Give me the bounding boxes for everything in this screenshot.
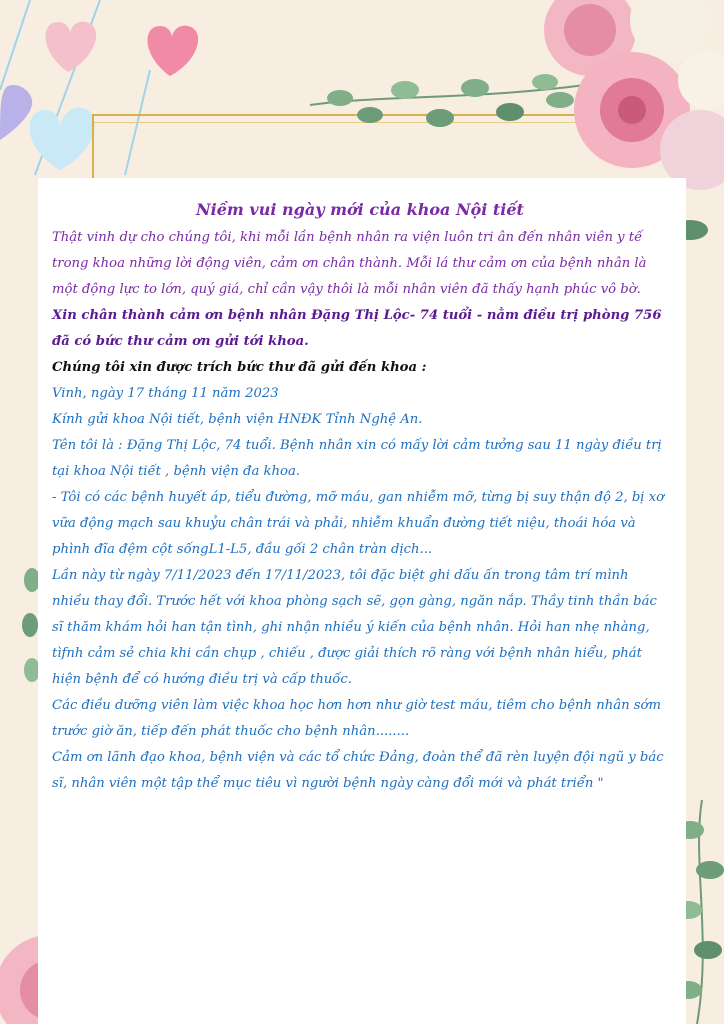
thanks-paragraph: Xin chân thành cảm ơn bệnh nhân Đặng Thị Lộc- 74 tuổi - nằm điều trị phòng 756 đã có bức thư cảm ơn gửi tới khoa. [52, 308, 662, 349]
page-title: Niềm vui ngày mới của khoa Nội tiết [196, 200, 524, 219]
intro-paragraph: Thật vinh dự cho chúng tôi, khi mỗi lần bệnh nhân ra viện luôn tri ân đến nhân viên y tế trong khoa những lời động viên, cảm ơn chân thành. Mỗi lá thư cảm ơn của bệnh nhân là một động lực to lớn, quý giá, chỉ cần vậy thôi là mỗi nhân viên đã thấy hạnh phúc vô bờ. [52, 230, 647, 297]
letter-paragraph-2: - Tôi có các bệnh huyết áp, tiểu đường, mỡ máu, gan nhiễm mỡ, từng bị suy thận độ 2, bị xơ vữa động mạch sau khuỷu chân trái và phải, nhiễm khuẩn đường tiết niệu, thoái hóa và phình đĩa đệm cột sốngL1-L5, đầu gối 2 chân tràn dịch... [52, 490, 665, 557]
letter-paragraph-4: Các điều dưỡng viên làm việc khoa học hơn hơn như giờ test máu, tiêm cho bệnh nhân sớm trước giờ ăn, tiếp đến phát thuốc cho bệnh nhân........ [52, 698, 661, 739]
eucalyptus-branch-left [20, 560, 40, 690]
letter-content [52, 200, 668, 797]
gold-frame-edge [92, 114, 94, 178]
letter-paragraph-3: Lần này từ ngày 7/11/2023 đến 17/11/2023, tôi đặc biệt ghi dấu ấn trong tâm trí mình nhiều thay đổi. Trước hết với khoa phòng sạch sẽ, gọn gàng, ngăn nắp. Thầy tinh thần bác sĩ thăm khám hỏi han tận tình, ghi nhận nhiều ý kiến của bệnh nhân. Hỏi han nhẹ nhàng, tìfnh cảm sẻ chia khi cần chụp , chiếu , được giải thích rõ ràng với bệnh nhân hiểu, phát hiện bệnh để có hướng điều trị và cấp thuốc. [52, 568, 657, 687]
hearts-decoration [0, 0, 220, 180]
letter-paragraph-1: Tên tôi là : Đặng Thị Lộc, 74 tuổi. Bệnh nhân xin có mấy lời cảm tưởng sau 11 ngày điều trị tại khoa Nội tiết , bệnh viện đa khoa. [52, 438, 662, 479]
letter-paragraph-5: Cảm ơn lãnh đạo khoa, bệnh viện và các tổ chức Đảng, đoàn thể đã rèn luyện đội ngũ y bác sĩ, nhân viên một tập thể mục tiêu vì người bệnh ngày càng đổi mới và phát triển " [52, 750, 664, 791]
letter-date: Vinh, ngày 17 tháng 11 năm 2023 [52, 386, 279, 401]
letter-salutation: Kính gửi khoa Nội tiết, bệnh viện HNĐK Tỉnh Nghệ An. [52, 412, 423, 427]
lead-line: Chúng tôi xin được trích bức thư đã gửi đến khoa : [52, 360, 427, 375]
